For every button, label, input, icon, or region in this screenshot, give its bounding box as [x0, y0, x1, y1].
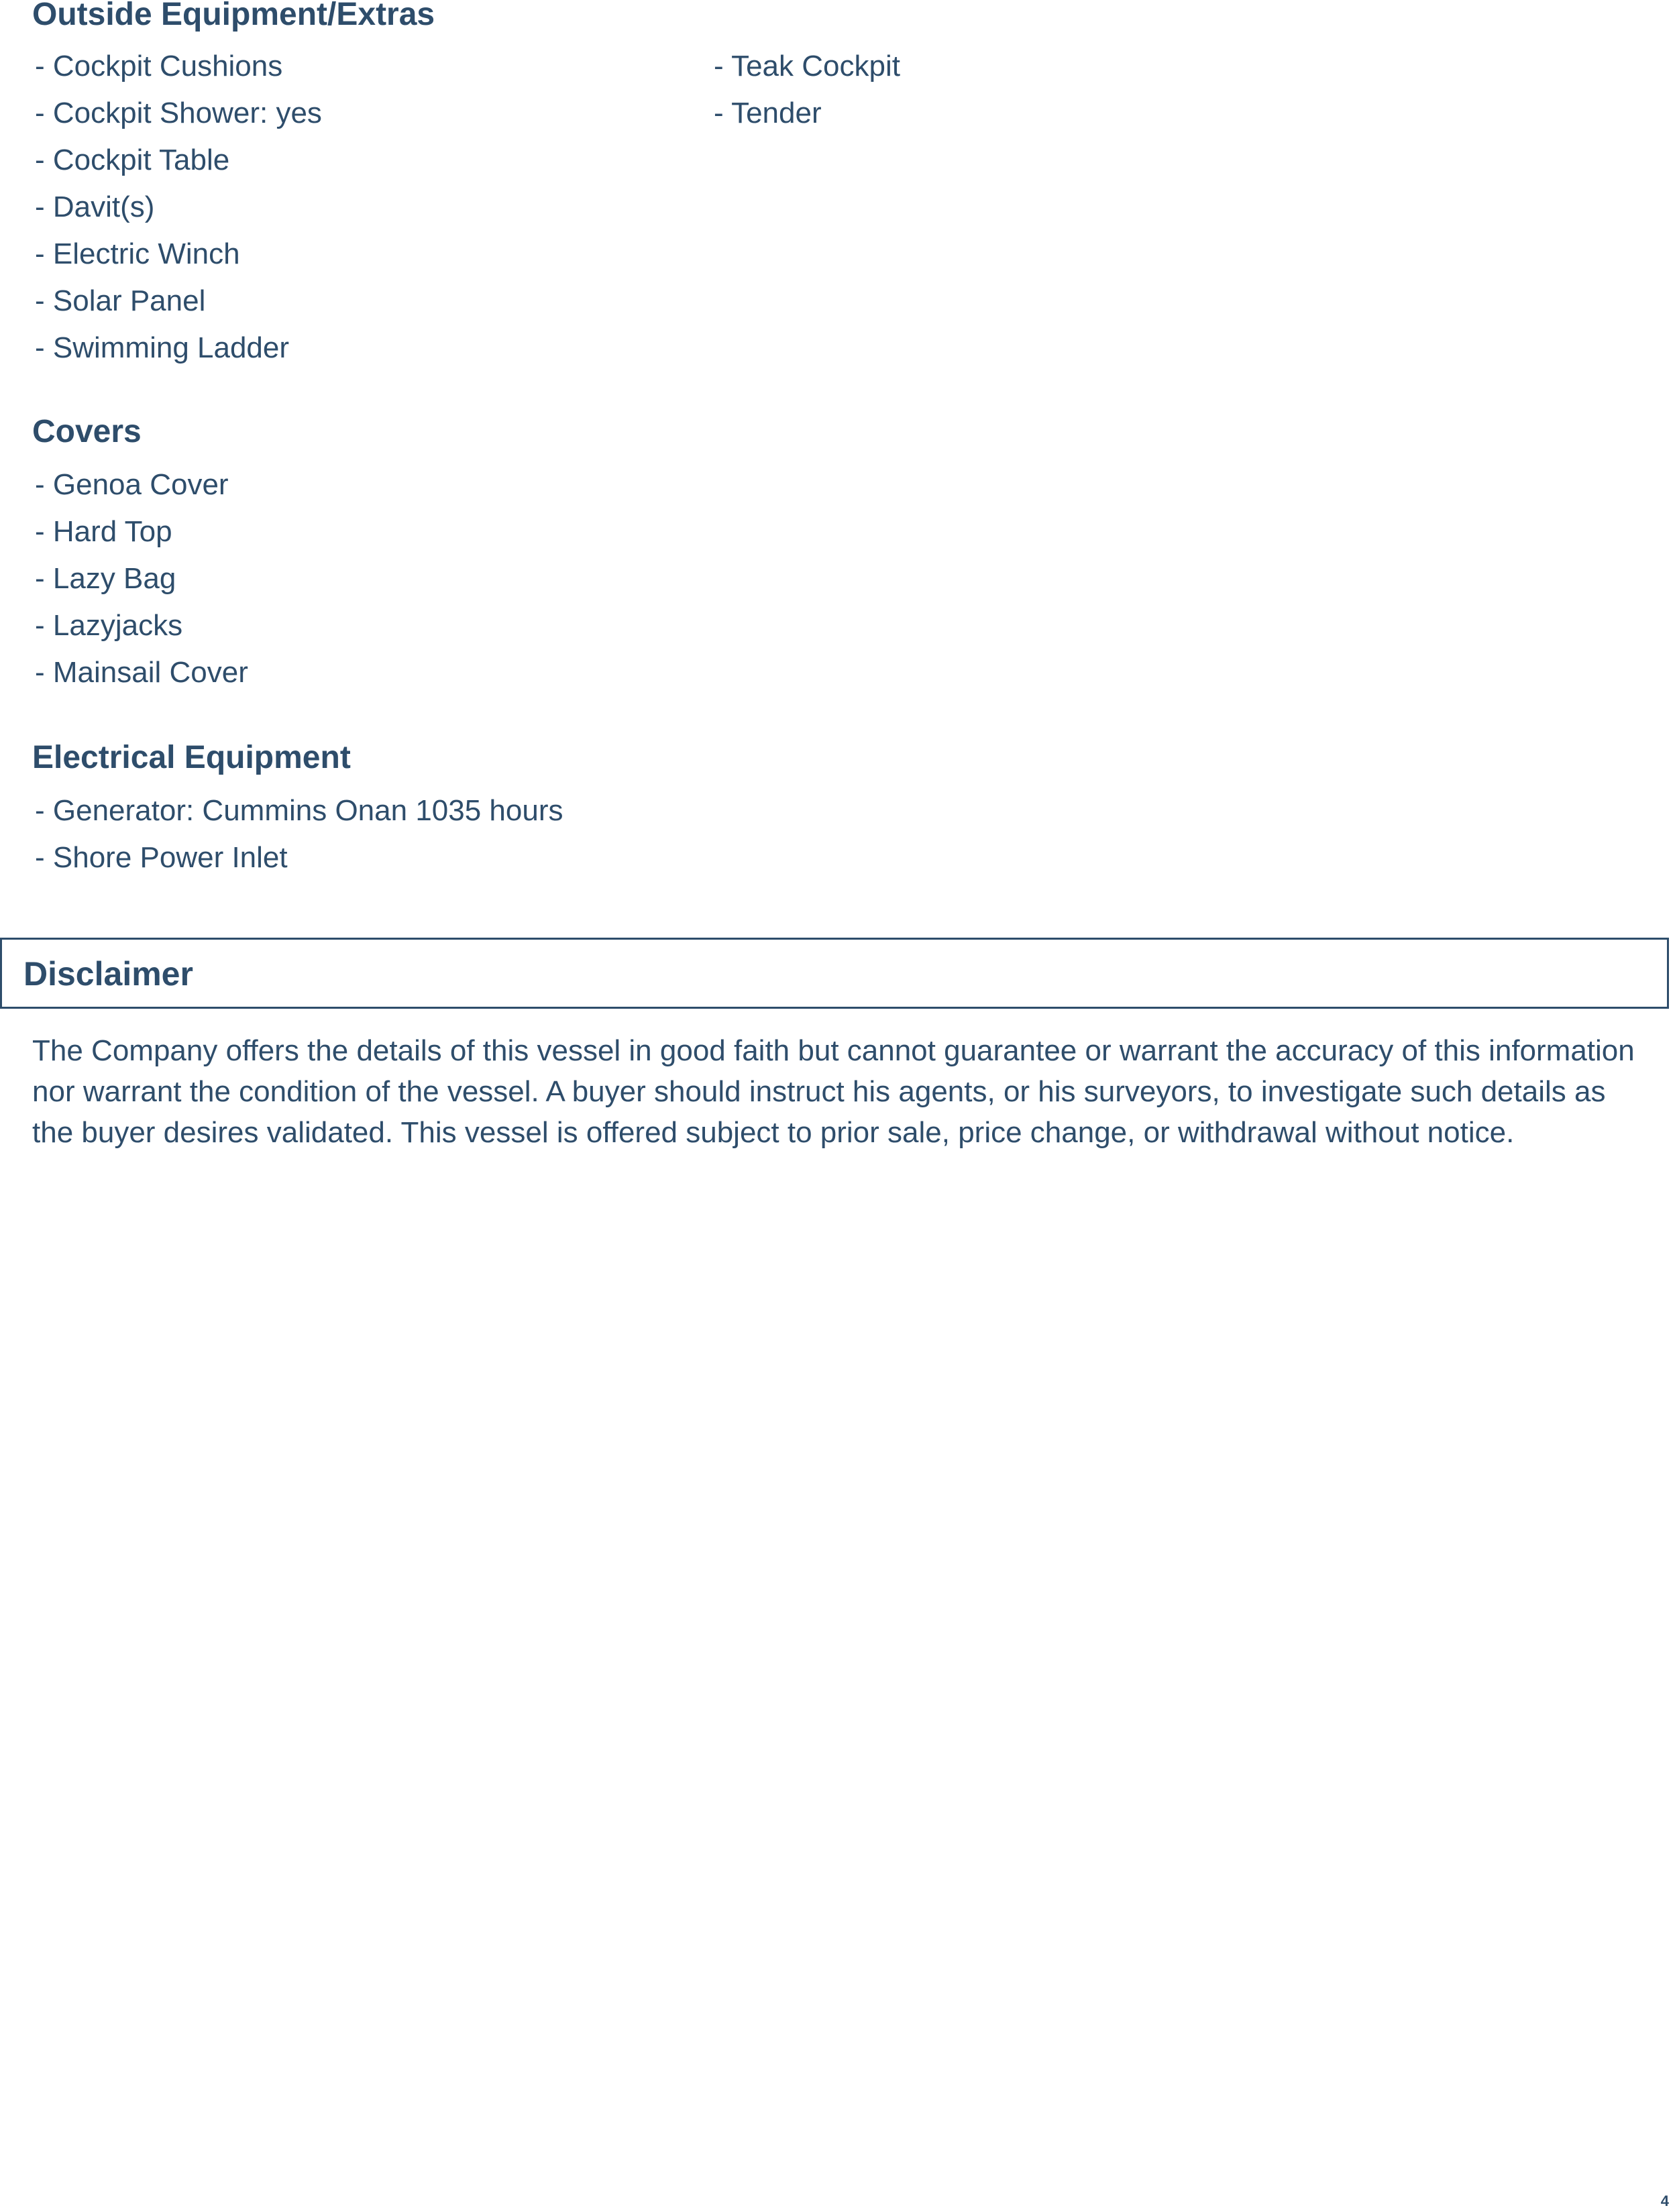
list-item: - Lazy Bag	[35, 562, 176, 595]
list-item: - Electric Winch	[35, 237, 240, 270]
disclaimer-heading: Disclaimer	[23, 955, 193, 993]
outside-equipment-list-col1	[35, 43, 322, 372]
list-item: - Genoa Cover	[35, 468, 229, 501]
list-item: - Lazyjacks	[35, 609, 183, 642]
disclaimer-text: The Company offers the details of this vessel in good faith but cannot guarantee or warrant the accuracy of this information nor warrant the condition of the vessel. A buyer should instruct his agents, or his surveyors, to investigate such details as the buyer desires validated. This vessel is offered subject to prior sale, price change, or withdrawal without notice.	[32, 1034, 1635, 1149]
covers-list	[35, 461, 248, 696]
page-number: 4	[1660, 2193, 1669, 2209]
electrical-equipment-heading: Electrical Equipment	[32, 740, 351, 775]
outside-equipment-list-col2	[714, 43, 900, 137]
covers-heading: Covers	[32, 414, 142, 449]
list-item: - Hard Top	[35, 515, 172, 548]
list-item: - Cockpit Cushions	[35, 50, 283, 82]
electrical-equipment-list	[35, 787, 563, 881]
list-item: - Teak Cockpit	[714, 50, 900, 82]
list-item: - Shore Power Inlet	[35, 841, 288, 874]
list-item: - Cockpit Table	[35, 144, 230, 176]
list-item: - Tender	[714, 97, 822, 129]
disclaimer-header-box	[0, 938, 1669, 1009]
list-item: - Swimming Ladder	[35, 331, 290, 364]
list-item: - Mainsail Cover	[35, 656, 248, 689]
list-item: - Solar Panel	[35, 284, 206, 317]
outside-equipment-heading: Outside Equipment/Extras	[32, 0, 435, 32]
list-item: - Cockpit Shower: yes	[35, 97, 322, 129]
list-item: - Davit(s)	[35, 190, 155, 223]
list-item: - Generator: Cummins Onan 1035 hours	[35, 794, 563, 827]
